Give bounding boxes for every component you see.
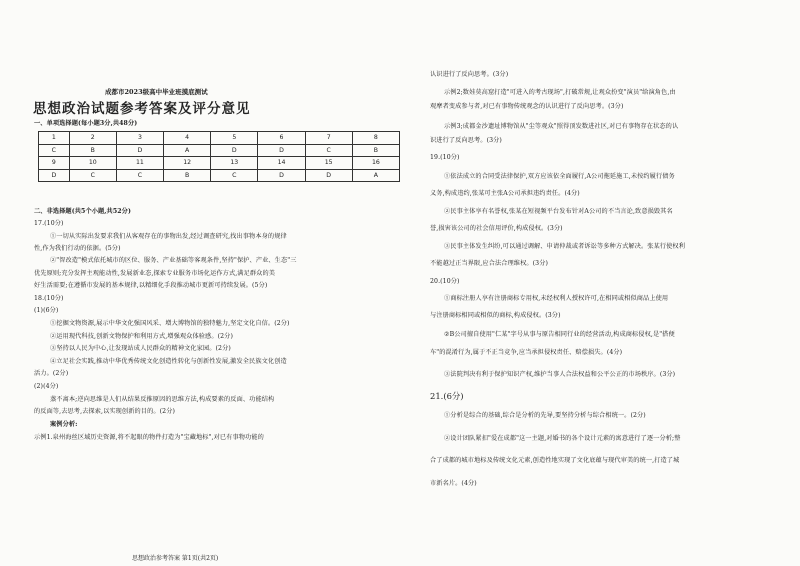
table-cell: B	[69, 144, 116, 157]
question-number: 18.(10分)	[34, 295, 64, 302]
answer-table	[38, 131, 400, 182]
table-cell: 8	[352, 132, 399, 145]
question-number: 20.(10分)	[430, 278, 460, 285]
paragraph-line: ①依法成立的合同受法律保护,双方应该依全面履行,A公司拖延施工,未按约履行债务	[444, 173, 675, 180]
question-number: 21.(6分)	[430, 391, 464, 401]
page-footer: 思想政治参考答案 第1页(共2页)	[132, 555, 219, 562]
paragraph-line: 的反面等,去思考,去探索,以实现创新的目的。(2分)	[34, 408, 176, 415]
sub-question: (2)(4分)	[34, 383, 59, 390]
table-cell: C	[211, 169, 258, 182]
table-cell: D	[116, 144, 163, 157]
paragraph-line: 示例2;数娃莫高窟打造"可进入的考古现场",打破常规,让观众扮变"演员"给演角色,由	[444, 89, 676, 96]
paragraph-line: 活力。(2分)	[34, 370, 69, 377]
table-cell: 15	[305, 157, 352, 170]
paragraph-line: 好生活需要;在遵循市发展的基本规律,以精细化手段推动城市更新可持续发展。(5分)	[34, 282, 268, 289]
paragraph-line: ③坚持以人民为中心,让发现站成人民群众的精神文化家园。(2分)	[50, 345, 231, 352]
paragraph-line: ①分析是综合的基础,综合是分析的先导,要坚持分析与综合相统一。(2分)	[444, 412, 646, 419]
paragraph-line: 观摩者变成参与者,对已有事物传统观念的认识进行了反向思考。(3分)	[430, 103, 624, 110]
table-cell: 6	[258, 132, 305, 145]
paragraph-line: ②运用现代科技,创新文物保护和利用方式,增强观众体验感。(2分)	[50, 333, 233, 340]
table-cell: 5	[211, 132, 258, 145]
table-cell: D	[211, 144, 258, 157]
table-cell: D	[39, 169, 70, 182]
table-row	[39, 132, 400, 145]
paragraph-line: ①挖掘文物资源,展示中华文化强国风采、增大博物馆的独特魅力,坚定文化自信。(2分)	[50, 320, 290, 327]
paragraph-line: 示例3;成都金沙遗址博物馆从"尘等观众"照得顶发数进社区,对已有事物存在状态的认	[444, 123, 679, 130]
paragraph-line: 不能越过正当界限,应合法合理维权。(3分)	[430, 260, 549, 267]
sub-question: (1)(6分)	[34, 307, 59, 314]
table-cell: C	[116, 169, 163, 182]
table-cell: 4	[164, 132, 211, 145]
paragraph-line: 车"的混淆行为,属于不正当竞争,应当承担侵权责任、赔偿损失。(4分)	[430, 349, 623, 356]
paragraph-line: 认识进行了反向思考。(3分)	[430, 71, 509, 78]
table-cell: 7	[305, 132, 352, 145]
paragraph-line: 蒸不离本;逆向思维是人们从结果反推原因的思维方法,构成要素的反面、功能结构	[50, 396, 275, 403]
paragraph-line: ②"智改造"模式依托城市的区位、服务、产业基础等客观条件,坚持"保护、产业、生态"三	[50, 257, 297, 264]
paragraph-line: 优先原则;充分发挥主观能动性,发展新业态,探索专业服务市场化运作方式,满足群众的美	[34, 270, 276, 277]
question-number: 17.(10分)	[34, 220, 64, 227]
table-cell: A	[164, 144, 211, 157]
paragraph-line: ③法院判决有利于保护知识产权,维护当事人合法权益和公平公正的市场秩序。(3分)	[444, 371, 676, 378]
table-cell: C	[69, 169, 116, 182]
table-cell: 1	[39, 132, 70, 145]
table-cell: B	[164, 169, 211, 182]
table-cell: 11	[116, 157, 163, 170]
paragraph-line: ①商标注册人享有注册商标专用权,未经权利人授权许可,在相同或相似商品上使用	[444, 295, 669, 302]
section2-heading: 二、非选择题(共5个小题,共52分)	[34, 208, 131, 215]
case-heading: 案例分析:	[50, 421, 78, 428]
table-cell: 12	[164, 157, 211, 170]
paragraph-line: 合了成都的城市地标及传统文化元素,创造性地实现了文化底蕴与现代审美的统一,打造了城	[430, 457, 680, 464]
paragraph-line: ③民事主体发生纠纷,可以通过调解、申请仲裁或者诉讼等多种方式解决。张某行使权利	[444, 243, 685, 250]
table-cell: 2	[69, 132, 116, 145]
table-cell: D	[305, 169, 352, 182]
section1-heading: 一、单项选择题(每小题3分,共48分)	[34, 120, 138, 127]
table-row	[39, 169, 400, 182]
page-title: 思想政治试题参考答案及评分意见	[33, 101, 251, 117]
table-row	[39, 157, 400, 170]
paragraph-line: ②民事主体享有名誉权,张某在短视频平台发布针对A公司的不当言论,致意损毁其名	[444, 208, 673, 215]
table-cell: B	[352, 144, 399, 157]
table-cell: 16	[352, 157, 399, 170]
paragraph-line: 义务,构成违约,张某可主张A公司承担违约责任。(4分)	[430, 190, 580, 197]
question-number: 19.(10分)	[430, 154, 460, 161]
table-cell: C	[39, 144, 70, 157]
paragraph-line: ④立足社会实践,推动中华优秀传统文化创造性转化与创新性发展,激发全民族文化创造	[50, 358, 287, 365]
exam-name: 成都市2023级高中毕业班摸底测试	[105, 88, 208, 96]
paragraph-line: ②B公司擅自使用"仁某"字号从事与原告相同行业的经营活动,构成商标侵权,是"搭便	[444, 331, 675, 338]
paragraph-line: 与注册商标相同或相似的商标,构成侵权。(3分)	[430, 312, 561, 319]
table-cell: 13	[211, 157, 258, 170]
table-cell: D	[258, 169, 305, 182]
table-cell: 10	[69, 157, 116, 170]
right-column	[430, 0, 795, 566]
paragraph-line: 识进行了反向思考。(3分)	[430, 137, 502, 144]
table-cell: C	[305, 144, 352, 157]
table-cell: A	[352, 169, 399, 182]
table-cell: D	[258, 144, 305, 157]
paragraph-line: 示例1.泉州海丝区域历史资源,将不起眼的物件打造为"宝藏地标",对已有事物功能的	[34, 434, 264, 441]
paragraph-line: ①一切从实际出发要求我们从客观存在的事物出发,经过调查研究,找出事物本身的规律	[50, 233, 287, 240]
table-cell: 14	[258, 157, 305, 170]
table-cell: 3	[116, 132, 163, 145]
paragraph-line: 性,作为我们行动的依据。(5分)	[34, 245, 121, 252]
table-cell: 9	[39, 157, 70, 170]
paragraph-line: ②设计团队紧扣"爱在成都"这一主题,对婚书的各个设计元素的寓意进行了逐一分析;整	[444, 435, 681, 442]
table-row	[39, 144, 400, 157]
paragraph-line: 市新名片。(4分)	[430, 480, 477, 487]
paragraph-line: 誉,损害该公司的社会信用评价,构成侵权。(3分)	[430, 225, 563, 232]
